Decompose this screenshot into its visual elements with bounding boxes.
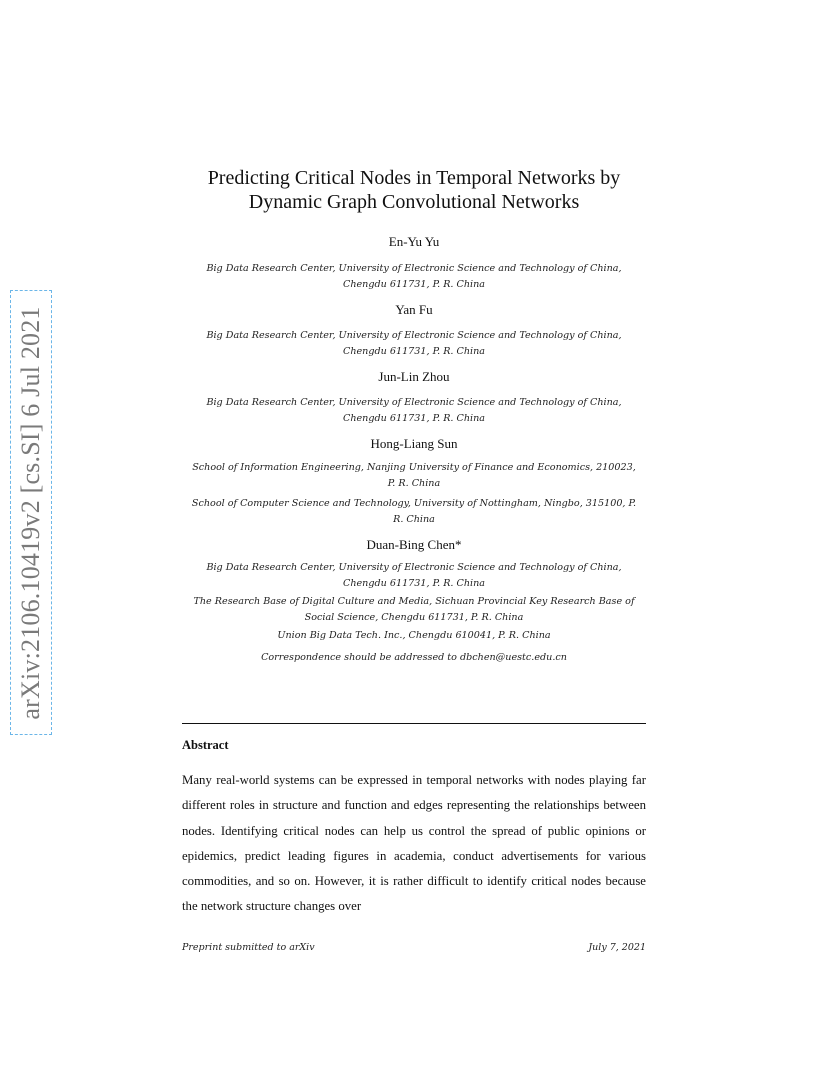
title-line-2: Dynamic Graph Convolutional Networks (248, 191, 580, 213)
author-affiliation (170, 628, 658, 644)
author-name: Jun-Lin Zhou (378, 369, 450, 384)
affiliation-line: Big Data Research Center, University of Electronic Science and Technology of China, (206, 397, 622, 408)
title-line-1: Predicting Critical Nodes in Temporal Networks by (207, 167, 621, 189)
affiliation-line: Chengdu 611731, P. R. China (342, 413, 486, 424)
affiliation-line: School of Information Engineering, Nanjing University of Finance and Economics, 210023, (192, 462, 636, 473)
affiliation-line: R. China (393, 514, 435, 525)
author-name: En-Yu Yu (388, 234, 440, 249)
affiliation-line: Big Data Research Center, University of Electronic Science and Technology of China, (206, 562, 622, 573)
abstract-heading: Abstract (182, 738, 229, 752)
affiliation-line: Big Data Research Center, University of Electronic Science and Technology of China, (206, 263, 622, 274)
author-affiliation (170, 496, 658, 528)
author-affiliation (170, 560, 658, 592)
frontmatter-rule (182, 723, 646, 724)
affiliation-line: Chengdu 611731, P. R. China (342, 346, 486, 357)
affiliation-line: Chengdu 611731, P. R. China (342, 578, 486, 589)
author-affiliation (170, 594, 658, 626)
author-name: Duan-Bing Chen* (366, 537, 462, 552)
affiliation-line: P. R. China (387, 478, 441, 489)
author-affiliation (170, 460, 658, 492)
abstract-text: Many real-world systems can be expressed in temporal networks with nodes playing far different roles in structure and function and edges representing the relationships between nodes. Identifying critical nodes can help us control the spread of public opinions or epidemics, predict leading figures in academia, conduct advertisements for various commodities, and so on. However, it is rather difficult to identify critical nodes because the network structure changes over (182, 773, 646, 914)
affiliation-line: Correspondence should be addressed to dbchen@uestc.edu.cn (261, 652, 567, 663)
author-affiliation (170, 395, 658, 427)
affiliation-line: Big Data Research Center, University of Electronic Science and Technology of China, (206, 330, 622, 341)
affiliation-line: Chengdu 611731, P. R. China (342, 279, 486, 290)
arxiv-identifier: arXiv:2106.10419v2 [cs.SI] 6 Jul 2021 (16, 305, 45, 720)
affiliation-line: Social Science, Chengdu 611731, P. R. China (304, 612, 524, 623)
arxiv-stamp (10, 290, 52, 735)
affiliation-line: The Research Base of Digital Culture and Media, Sichuan Provincial Key Research Base of (193, 596, 635, 607)
footer-date: July 7, 2021 (588, 942, 646, 953)
footer-preprint-note: Preprint submitted to arXiv (182, 942, 315, 953)
author-affiliation (170, 328, 658, 360)
author-name: Yan Fu (395, 302, 433, 317)
affiliation-line: Union Big Data Tech. Inc., Chengdu 610041, P. R. China (277, 630, 551, 641)
correspondence-note (170, 650, 658, 666)
paper-title (150, 166, 678, 214)
author-affiliation (170, 261, 658, 293)
author-name: Hong-Liang Sun (370, 436, 458, 451)
affiliation-line: School of Computer Science and Technology, University of Nottingham, Ningbo, 315100, P. (191, 498, 637, 509)
